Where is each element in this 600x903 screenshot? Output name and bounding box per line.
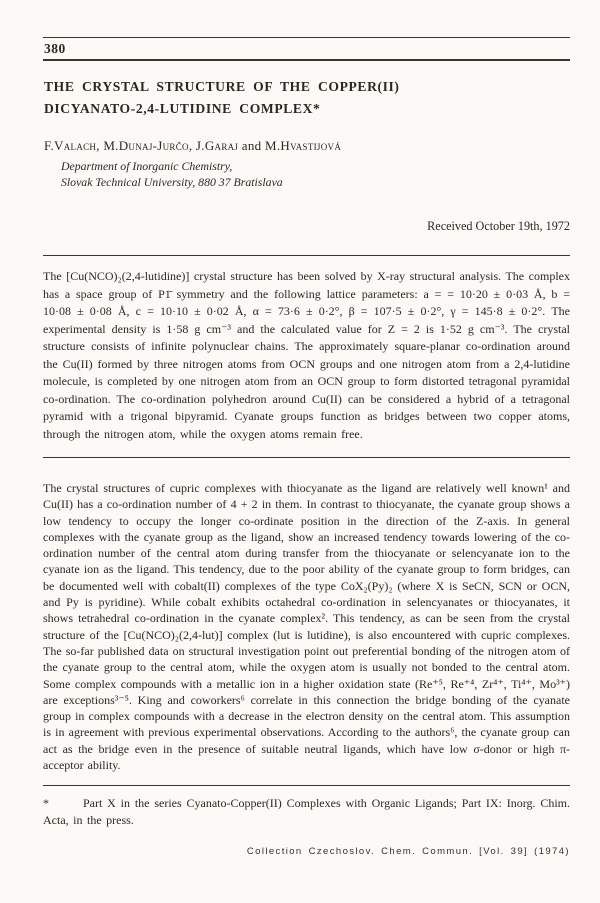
journal-footer: Collection Czechoslov. Chem. Commun. [Vol. 39] (1974): [246, 846, 570, 858]
header-bottom-rule: [43, 59, 570, 61]
article-title: [44, 76, 570, 120]
received-date: Received October 19th, 1972: [427, 219, 570, 233]
page-number: 380: [44, 41, 66, 56]
affiliation-line2: Slovak Technical University, 880 37 Bratislava: [61, 174, 283, 189]
article-title-line1: THE CRYSTAL STRUCTURE OF THE COPPER(II): [44, 79, 400, 94]
footnote-body: Part X in the series Cyanato-Copper(II) Complexes with Organic Ligands; Part IX: Inorg. Chim. Acta, in the press.: [43, 796, 570, 828]
abstract-text: The [Cu(NCO)₂(2,4-lutidine)] crystal structure has been solved by X-ray structural analysis. The complex has a space group of P1̄ symmetry and the following lattice parameters: a = = 10·20 ± 0·03 Å, b = 10·08 ± 0·08 Å, c = 10·10 ± 0·02 Å, α = 73·6 ± 0·2°, β = 107·5 ± 0·2°, γ = 145·8 ± 0·2°. The experimental density is 1·58 g cm⁻³ and the calculated value for Z = 2 is 1·52 g cm⁻³. The crystal structure consists of infinite polynuclear chains. The approximately square-planar co-ordination around the Cu(II) formed by three nitrogen atoms from OCN groups and one nitrogen atom from a 2,4-lutidine molecule, is completed by one nitrogen atom from an OCN group to form distorted tetragonal pyramidal co-ordination. The co-ordination polyhedron around Cu(II) can be considered a hybrid of a tetragonal pyramid with a trigonal bipyramid. Cyanate groups function as bridges between two copper atoms, through the nitrogen atom, while the oxygen atoms remain free.: [43, 269, 570, 441]
footnote-text: [43, 795, 570, 829]
footnote-marker: *: [43, 796, 49, 811]
page-header: [43, 37, 570, 61]
footnote-section: [43, 785, 570, 829]
author-last: M.Hvastijová: [265, 138, 342, 153]
author-conjunction: and: [238, 138, 265, 153]
abstract-section: [43, 255, 570, 458]
author-names: F.Valach, M.Dunaj-Jurčo, J.Garaj: [44, 138, 239, 153]
affiliation: [61, 159, 570, 190]
body-paragraph: The crystal structures of cupric complexes with thiocyanate as the ligand are relatively well known¹ and Cu(II) has a co-ordination number of 4 + 2 in them. In contrast to thiocyanate, the cyanate group shows a low tendency to occupy the longer co-ordinate position in the direction of the Z-axis. In general complexes with the cyanate group as the ligand, show an increased tendency towards lowering of the co-ordination number of the central atom during transfer from the thiocyanate or selencyanate ion to the cyanate ion as the ligand. This tendency, due to the poor ability of the cyanate group to form bridges, can be documented well with cobalt(II) complexes of the type CoX₂(Py)₂ (where X is SeCN, SCN or OCN, and Py is pyridine). While cobalt exhibits octahedral co-ordination in selencyanates or thiocyanates, it shows tetrahedral co-ordination in the cyanate complex². This tendency, as can be seen from the crystal structure of the [Cu(NCO)₂(2,4-lut)] complex (lut is lutidine), is also encountered with cupric complexes. The so-far published data on structural investigation point out preferential bonding of the nitrogen atom of the cyanate group to the central atom, while the oxygen atom is usually not bonded to the central atom. Some complex compounds with a metallic ion in a higher oxidation state (Re⁺⁵, Re⁺⁴, Zr⁴⁺, Ti⁴⁺, Mo³⁺) are exceptions³⁻⁵. King and coworkers⁶ correlate in this connection the bridge bonding of the cyanate group in complex compounds with a decrease in the electron density on the central atom. This assumption is in agreement with previous experimental observations. According to the authors⁶, the cyanate group can act as the bridge even in the presence of suitable neutral ligands, which have low σ-donor or high π-acceptor ability.: [43, 481, 570, 773]
author-line: [44, 138, 570, 154]
affiliation-line1: Department of Inorganic Chemistry,: [61, 159, 233, 173]
article-title-line2: DICYANATO-2,4-LUTIDINE COMPLEX*: [44, 101, 321, 116]
